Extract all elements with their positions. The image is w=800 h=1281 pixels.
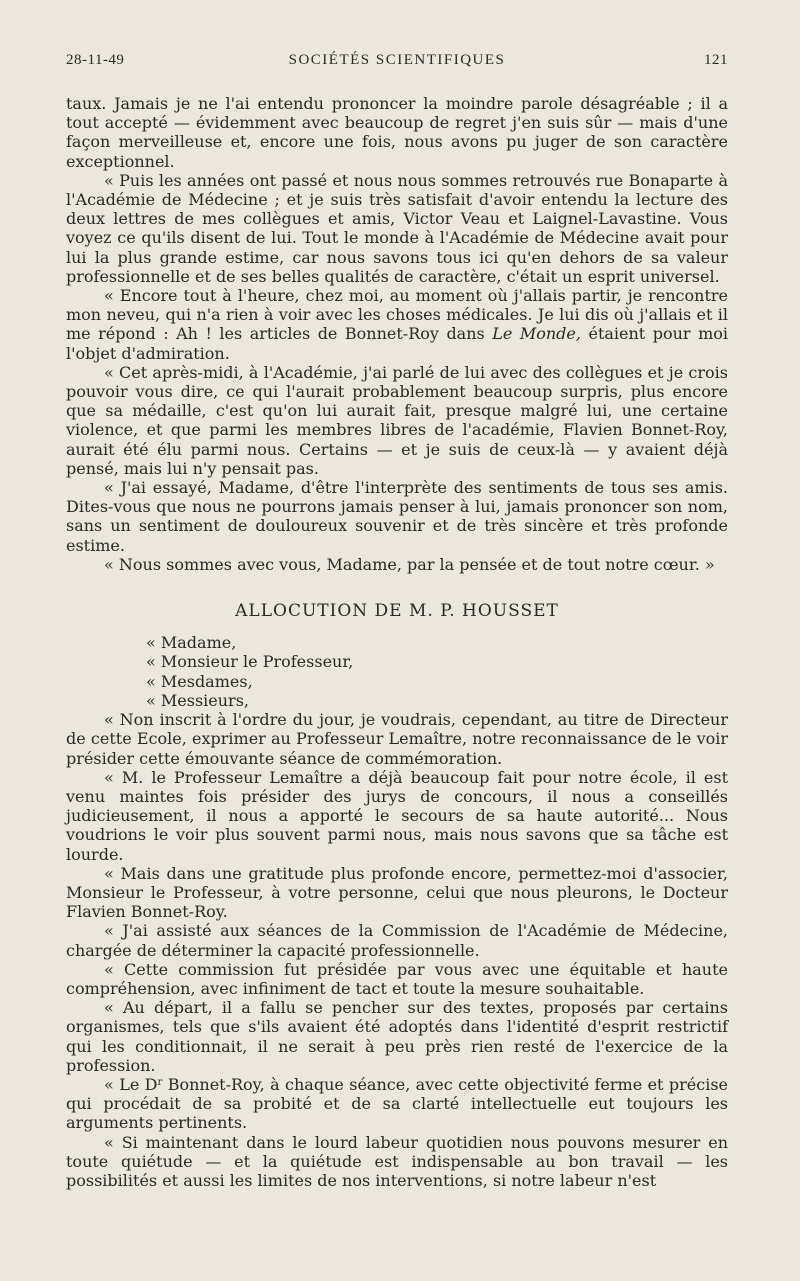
paragraph-4: « Cet après-midi, à l'Académie, j'ai parlé de lui avec des collègues et je crois pouvoir vous dire, ce qui l'aurait probablement beaucoup surpris, plus encore que sa médaille, c'est qu'on lui aurait fait, presque malgré lui, une certaine violence, et que parmi les membres libres de l'académie, Flavien Bonnet-Roy, aurait été élu parmi nous. Certains — et je suis de ceux-là — y avaient déjà pensé, mais lui n'y pensait pas.: [66, 362, 728, 478]
page-header: [66, 52, 728, 74]
allocution-paragraph-2: « M. le Professeur Lemaître a déjà beaucoup fait pour notre école, il est venu maintes fois présider des jurys de concours, il nous a conseillés judicieusement, il nous a apporté le secours de sa haute autorité... Nous voudrions le voir plus souvent parmi nous, mais nous savons que sa tâche est lourde.: [66, 767, 728, 864]
allocution-paragraph-5: « Cette commission fut présidée par vous avec une équitable et haute compréhension, avec infiniment de tact et toute la mesure souhaitable.: [66, 959, 728, 998]
allocution-7-start: « Le D: [104, 1074, 158, 1094]
paragraph-3-text-end: étaient pour moi l'objet d'admiration.: [66, 324, 728, 363]
allocution-paragraph-1: « Non inscrit à l'ordre du jour, je voudrais, cependant, au titre de Directeur de cette Ecole, exprimer au Professeur Lemaître, notre reconnaissance de le voir présider cette émouvante séance de commémoration.: [66, 710, 728, 768]
section-title: ALLOCUTION DE M. P. HOUSSET: [235, 601, 559, 622]
salutation-mesdames: « Mesdames,: [146, 671, 253, 691]
salutation-messieurs: « Messieurs,: [146, 690, 249, 710]
paragraph-3-text-start: « Encore tout à l'heure, chez moi, au moment où j'allais partir, je rencontre mon neveu, qui n'a rien à voir avec les choses médicales. Je lui dis où j'allais et il me répond : Ah ! les articles de Bonnet-Roy dans: [66, 286, 728, 344]
salutation-professeur: « Monsieur le Professeur,: [146, 652, 354, 672]
allocution-7-end: Bonnet-Roy, à chaque séance, avec cette objectivité ferme et précise qui procédait de sa probité et de sa clarté intellectuelle eut toujours les arguments pertinents.: [66, 1074, 728, 1133]
allocution-paragraph-3: « Mais dans une gratitude plus profonde encore, permettez-moi d'associer, Monsieur le Professeur, à votre personne, celui que nous pleurons, le Docteur Flavien Bonnet-Roy.: [66, 863, 728, 922]
salutations: [66, 633, 728, 710]
paragraph-5: « J'ai essayé, Madame, d'être l'interprète des sentiments de tous ses amis. Dites-vous que nous ne pourrons jamais penser à lui, jamais prononcer son nom, sans un sentiment de douloureux souvenir et de très sincère et très profonde estime.: [66, 478, 728, 555]
paragraph-6: « Nous sommes avec vous, Madame, par la pensée et de tout notre cœur. »: [104, 554, 715, 574]
paragraph-2: « Puis les années ont passé et nous nous sommes retrouvés rue Bonaparte à l'Académie de Médecine ; et je suis très satisfait d'avoir entendu la lecture des deux lettres de mes collègues et amis, Victor Veau et Laignel-Lavastine. Vous voyez ce qu'ils disent de lui. Tout le monde à l'Académie de Médecine avait pour lui la plus grande estime, car nous savons tous ici qu'en dehors de sa valeur professionnelle et de ses belles qualités de caractère, c'était un esprit universel.: [66, 170, 728, 286]
doctor-abbrev-sup: r: [157, 1076, 163, 1088]
page-number: 121: [704, 52, 728, 68]
allocution-paragraph-8: « Si maintenant dans le lourd labeur quotidien nous pouvons mesurer en toute quiétude — et la quiétude est indispensable au bon travail — les possibilités et aussi les limites de nos interventions, si notre labeur n'est: [66, 1132, 728, 1190]
paragraph-3: [66, 286, 728, 363]
header-title: SOCIÉTÉS SCIENTIFIQUES: [288, 52, 506, 68]
salutation-madame: « Madame,: [146, 633, 237, 653]
allocution-paragraph-6: « Au départ, il a fallu se pencher sur des textes, proposés par certains organismes, tels que s'ils avaient été adoptés dans l'identité d'esprit restrictif qui les conditionnait, il ne serait à peu près rien resté de l'exercice de la profession.: [66, 998, 728, 1075]
allocution-paragraph-4: « J'ai assisté aux séances de la Commission de l'Académie de Médecine, chargée de déterminer la capacité professionnelle.: [66, 921, 728, 960]
allocution-paragraph-7: [66, 1075, 728, 1133]
newspaper-title: Le Monde,: [492, 324, 581, 344]
page-body: [66, 94, 728, 1190]
paragraph-1: taux. Jamais je ne l'ai entendu prononcer la moindre parole désagréable ; il a tout accepté — évidemment avec beaucoup de regret j'en suis sûr — mais d'une façon merveilleuse et, encore une fois, nous avons pu juger de son caractère exceptionnel.: [66, 94, 728, 171]
header-date: 28-11-49: [66, 52, 125, 68]
